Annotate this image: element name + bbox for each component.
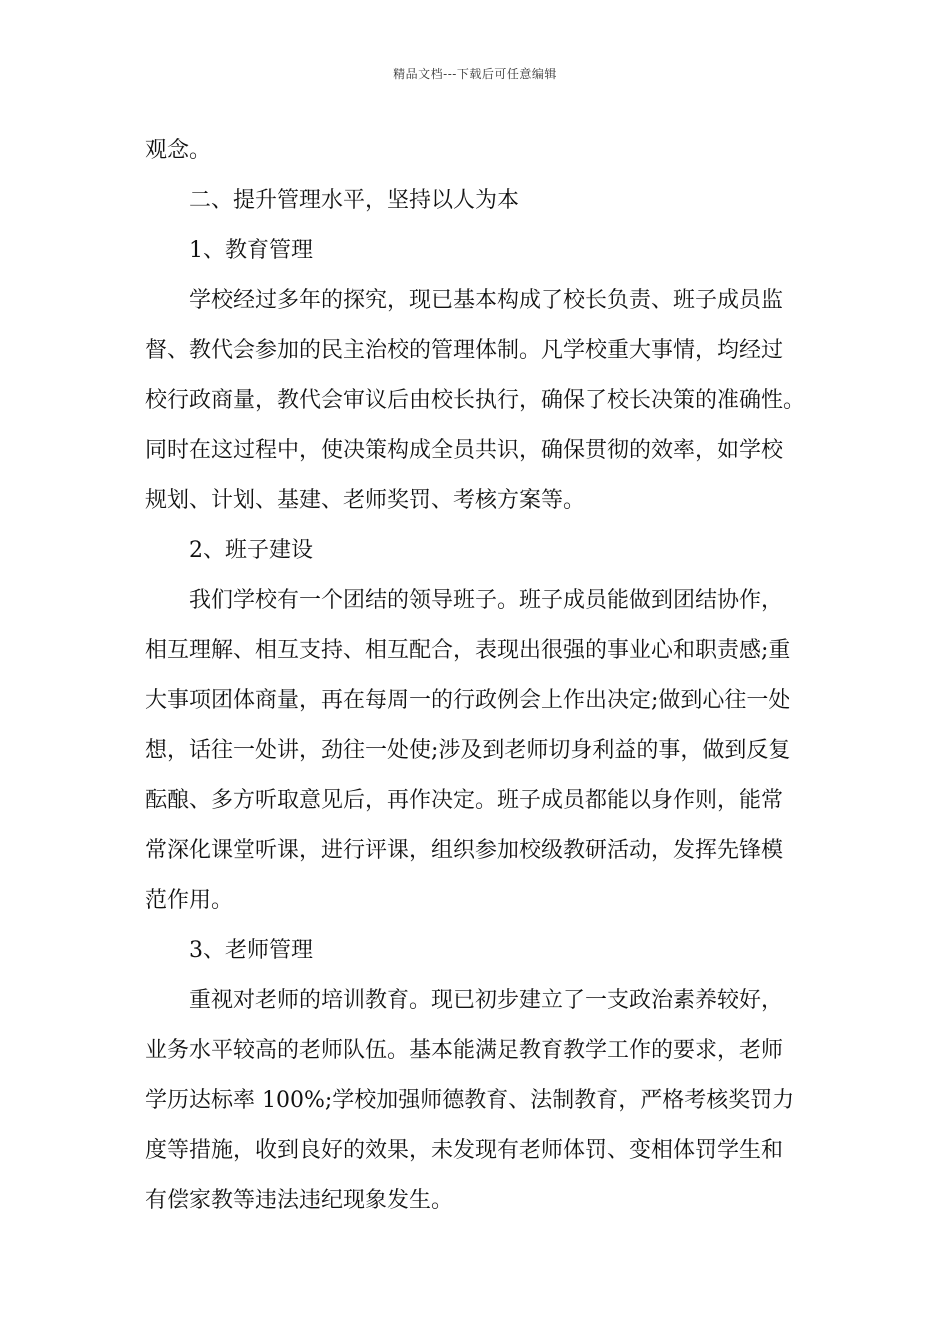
subheading-teacher-management: 3、老师管理: [189, 938, 313, 963]
paragraph-line: 同时在这过程中，使决策构成全员共识，确保贯彻的效率，如学校: [145, 438, 784, 463]
paragraph-line: 大事项团体商量，再在每周一的行政例会上作出决定;做到心往一处: [145, 688, 791, 713]
paragraph-line: 重视对老师的培训教育。现已初步建立了一支政治素养较好，: [189, 988, 784, 1013]
paragraph-line: 常深化课堂听课，进行评课，组织参加校级教研活动，发挥先锋模: [145, 838, 784, 863]
paragraph-line: 业务水平较高的老师队伍。基本能满足教育教学工作的要求，老师: [145, 1038, 784, 1063]
paragraph-line: 督、教代会参加的民主治校的管理体制。凡学校重大事情，均经过: [145, 338, 784, 363]
paragraph-line: 想，话往一处讲，劲往一处使;涉及到老师切身利益的事，做到反复: [145, 738, 791, 763]
subheading-education-management: 1、教育管理: [189, 238, 313, 263]
subheading-team-building: 2、班子建设: [189, 538, 313, 563]
page-header: 精品文档---下载后可任意编辑: [393, 67, 557, 81]
document-body: [145, 126, 815, 1226]
paragraph-line: 有偿家教等违法违纪现象发生。: [145, 1188, 454, 1213]
paragraph-line: 酝酿、多方听取意见后，再作决定。班子成员都能以身作则，能常: [145, 788, 784, 813]
section-heading-2: 二、提升管理水平，坚持以人为本: [189, 188, 520, 213]
body-line-1: 观念。: [145, 138, 212, 163]
paragraph-line: 学历达标率 100%;学校加强师德教育、法制教育，严格考核奖罚力: [145, 1088, 795, 1113]
paragraph-line: 我们学校有一个团结的领导班子。班子成员能做到团结协作，: [189, 588, 784, 613]
paragraph-line: 度等措施，收到良好的效果，未发现有老师体罚、变相体罚学生和: [145, 1138, 784, 1163]
paragraph-line: 校行政商量，教代会审议后由校长执行，确保了校长决策的准确性。: [145, 388, 806, 413]
paragraph-line: 规划、计划、基建、老师奖罚、考核方案等。: [145, 488, 586, 513]
paragraph-line: 相互理解、相互支持、相互配合，表现出很强的事业心和职责感;重: [145, 638, 791, 663]
paragraph-line: 范作用。: [145, 888, 234, 913]
paragraph-line: 学校经过多年的探究，现已基本构成了校长负责、班子成员监: [189, 288, 784, 313]
